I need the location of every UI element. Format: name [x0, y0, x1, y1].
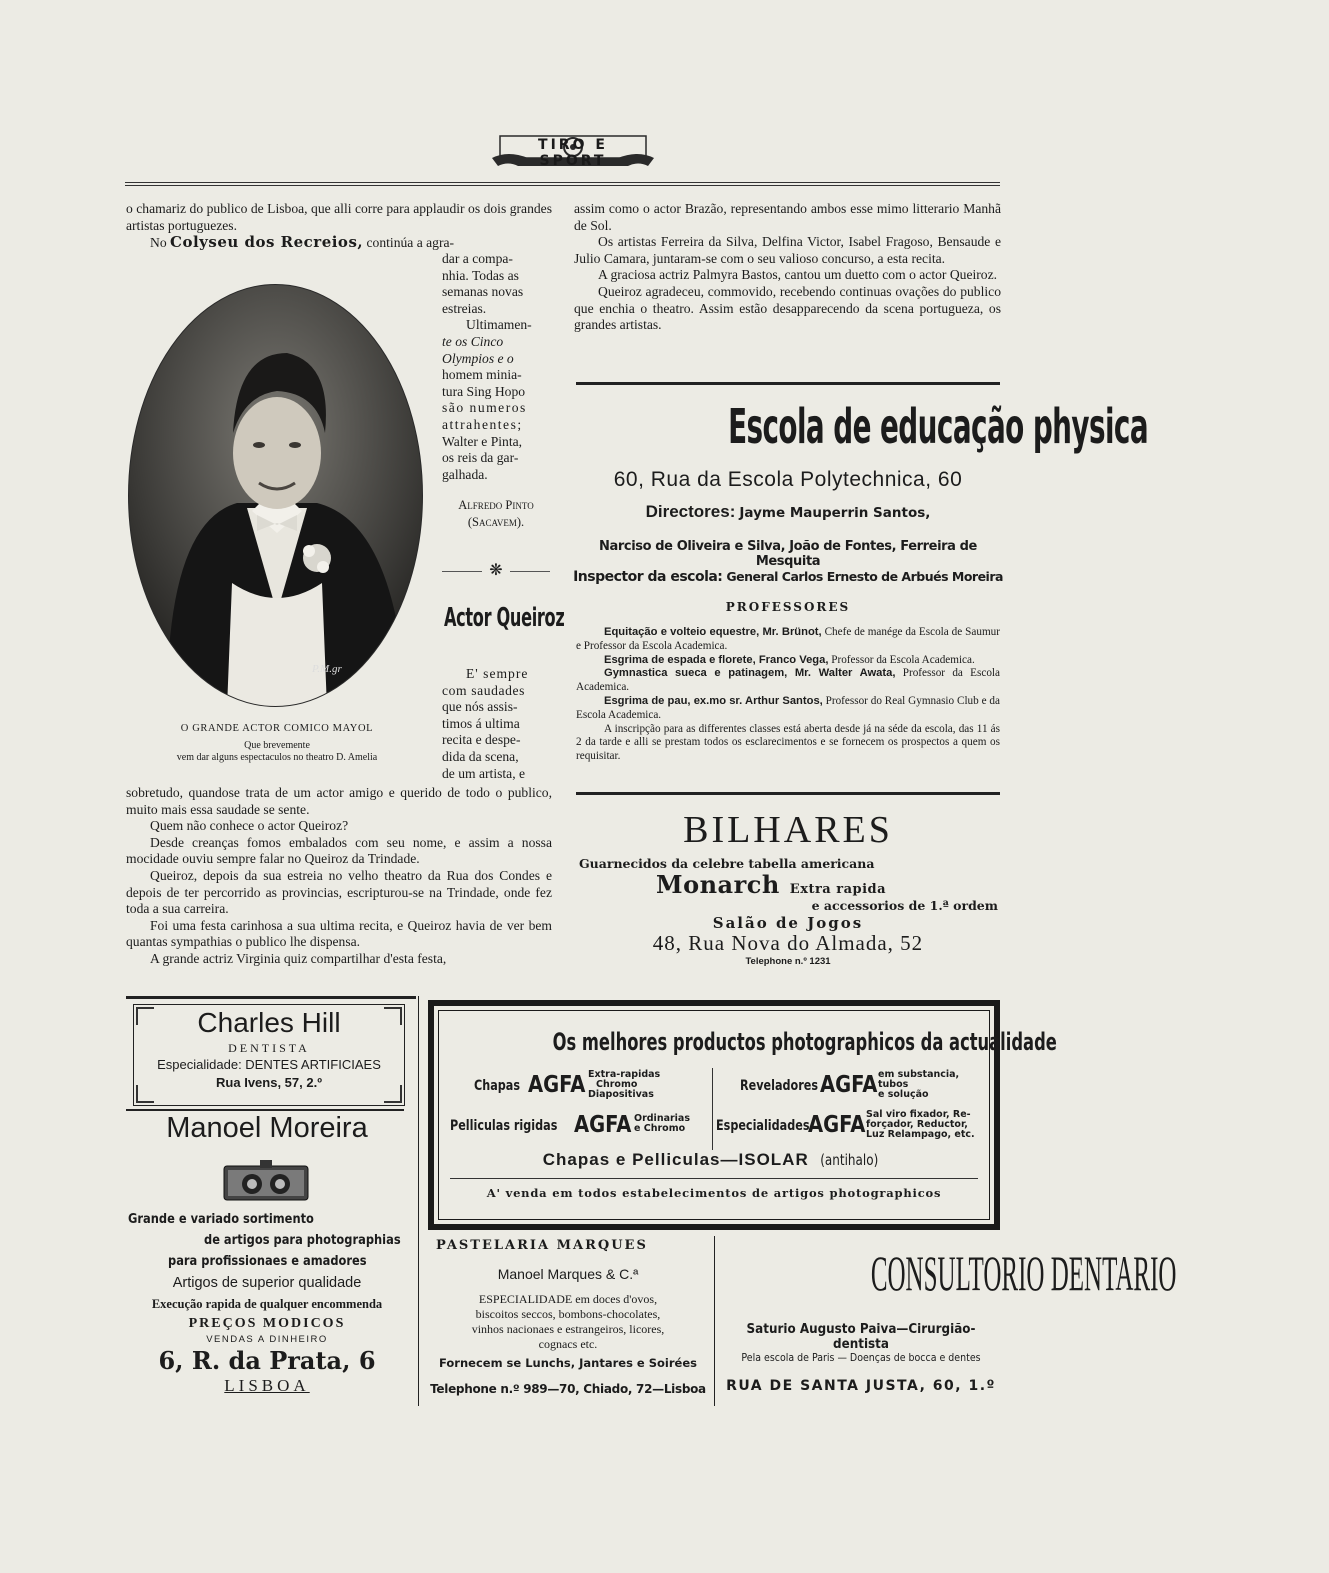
agfa-title: Os melhores productos photographicos da actualidade — [552, 1028, 1057, 1056]
escola-title: Escola de educação physica — [728, 399, 1149, 455]
consultorio-name: Saturio Augusto Paiva—Cirurgião-dentista — [746, 1322, 976, 1352]
escola-directores-2: Narciso de Oliveira e Silva, João de Fontes, Ferreira de Mesquita — [599, 539, 977, 569]
queiroz-intro: E' sempre com saudades que nós assis- timos á ultima recita e despe- dida da scena, de um artista, e — [442, 666, 529, 781]
bilhares-title: BILHARES — [683, 809, 893, 851]
agfa-logo: AGFA — [528, 1072, 586, 1098]
bilhares-line3: e accessorios de 1.ª ordem — [811, 898, 998, 913]
bilhares-salao: Salão de Jogos — [712, 914, 864, 932]
manoel-moreira-ad — [126, 1112, 408, 1402]
signature-place: (Sacavem). — [467, 514, 525, 529]
escola-professores-list: Equitação e volteio equestre, Mr. Brünot, Chefe de manége da Escola de Saumur e Professor da Escola Academica. Esgrima de espada e florete, Franco Vega, Professor da Escola Academica. Gymnastica sueca e patinagem, Mr. Walter Awata, Professor da Escola Academica. Esgrima de pau, ex.mo sr. Arthur Santos, Professor do Real Gymnasio Club e da Escola Academica. A inscripção para as differentes classes está aberta desde já na séde da escola, das 11 ás 2 da tarde e alli se prestam todos os esclarecimentos e se fornecem os prospectos a quem os requisitar. — [576, 626, 1000, 763]
escola-directores: Directores: Jayme Mauperrin Santos, — [645, 502, 931, 521]
agfa-divider — [712, 1068, 713, 1150]
agfa-especialidades-row: Especialidades AGFA Sal viro fixador, Re- forçador, Reductor, Luz Relampago, etc. — [716, 1109, 975, 1140]
agfa-divider-2 — [450, 1178, 978, 1179]
pastelaria-desc: ESPECIALIDADE em doces d'ovos, biscoitos seccos, bombons-chocolates, vinhos nacionaes e estrangeiros, licores, cognacs etc. — [471, 1292, 665, 1351]
photo-credit: P.M.gr — [312, 663, 342, 675]
bilhares-ad — [576, 800, 1000, 975]
manoel-line1: Grande e variado sortimento — [128, 1212, 314, 1227]
actor-portrait-icon — [127, 283, 424, 708]
agfa-pelliculas-row: Pelliculas rigidas AGFA Ordinarias e Chromo — [450, 1112, 690, 1138]
manoel-line2: de artigos para photographias — [204, 1233, 401, 1248]
manoel-line7: VENDAS A DINHEIRO — [206, 1334, 328, 1345]
manoel-address: 6, R. da Prata, 6 — [158, 1346, 376, 1375]
portrait-photo — [127, 283, 424, 708]
coliseu-name: Colyseu dos Recreios, — [170, 233, 364, 252]
portrait-caption: O GRANDE ACTOR COMICO MAYOL Que brevemente vem dar alguns espectaculos no theatro D. Amelia — [176, 723, 378, 763]
manoel-line4: Artigos de superior qualidade — [172, 1275, 362, 1291]
bottom-top-rule — [126, 996, 416, 999]
signature-name: Alfredo Pinto — [458, 498, 534, 513]
agfa-footer: A' venda em todos estabelecimentos de artigos photographicos — [486, 1186, 942, 1200]
bilhares-line1: Guarnecidos da celebre tabella americana — [579, 856, 875, 871]
pastelaria-footer: Telephone n.º 989—70, Chiado, 72—Lisboa — [430, 1382, 706, 1396]
agfa-logo: AGFA — [574, 1112, 632, 1138]
queiroz-body: sobretudo, quandose trata de um actor amigo e querido de todo o publico, muito mais essa saudade se sente. Quem não conhece o actor Queiroz? Desde creanças fomos embalados com seu nome, e assim a nossa mocidade ouviu sempre falar no Queiroz da Trindade. Queiroz, depois da sua estreia no velho theatro da Rua dos Condes e depois de ter percorrido as provincias, escripturou-se na Trindade, onde fez toda a sua carreira. Foi uma festa carinhosa a sua ultima recita, e Queiroz havia de ver bem quantas sympathias o publico lhe dispensa. A grande actriz Virginia quiz compartilhar d'esta festa, — [126, 785, 552, 966]
section-ornament — [442, 562, 550, 582]
charles-hill-name: Charles Hill — [197, 1007, 341, 1038]
manoel-line6: PREÇOS MODICOS — [188, 1316, 346, 1331]
agfa-logo: AGFA — [820, 1072, 878, 1098]
manoel-moreira-name: Manoel Moreira — [166, 1112, 368, 1144]
charles-hill-address: Rua Ivens, 57, 2.º — [216, 1075, 322, 1090]
pastelaria-line5: Fornecem se Lunchs, Jantares e Soirées — [439, 1356, 697, 1370]
bilhares-top-rule — [576, 792, 1000, 795]
pastelaria-owner: Manoel Marques & C.ª — [497, 1266, 639, 1282]
escola-address: 60, Rua da Escola Polytechnica, 60 — [613, 468, 963, 491]
header-rule — [125, 182, 1000, 186]
escola-ad — [573, 388, 1149, 788]
manoel-line3: para profissionaes e amadores — [168, 1254, 367, 1269]
article-title: Actor Queiroz — [444, 603, 565, 633]
agfa-ad — [428, 1000, 1057, 1230]
escola-top-rule — [576, 382, 1000, 385]
intro-paragraph: o chamariz do publico de Lisboa, que alli corre para applaudir os dois grandes artistas portuguezes. — [126, 201, 552, 233]
masthead-logo — [488, 128, 658, 170]
bilhares-monarch-row: Monarch Extra rapida — [656, 870, 887, 899]
masthead-title: TIRO E SPORT — [538, 137, 608, 169]
escola-inspector: Inspector da escola: General Carlos Ernesto de Arbués Moreira — [573, 569, 1003, 585]
escola-professores: PROFESSORES — [725, 600, 851, 614]
bottom-vertical-rule — [418, 996, 419, 1406]
agfa-chapas-row: Chapas AGFA Extra-rapidas Chromo Diapositivas — [474, 1069, 661, 1100]
charles-hill-spec: Especialidade: DENTES ARTIFICIAES — [157, 1057, 381, 1072]
consultorio-line2: Pela escola de Paris — Doenças de bocca e dentes — [741, 1352, 981, 1364]
coliseu-line: No Colyseu dos Recreios, continúa a agra- — [150, 233, 455, 252]
coliseu-continuation: dar a compa- nhia. Todas as semanas novas estreias. Ultimamen- te os Cinco Olympios e o homem minia- tura Sing Hopo são numeros attrahentes; Walter e Pinta, os reis da gar- galhada. Alfredo Pinto (Sacavem). — [442, 251, 550, 531]
left-column-intro — [126, 201, 552, 252]
pastelaria-title: PASTELARIA MARQUES — [436, 1238, 648, 1253]
agfa-reveladores-row: Reveladores AGFA em substancia, tubos e solução — [740, 1069, 960, 1100]
consultorio-address: RUA DE SANTA JUSTA, 60, 1.º — [726, 1378, 996, 1394]
consultorio-title: CONSULTORIO DENTARIO — [870, 1245, 1177, 1301]
camera-icon — [222, 1158, 310, 1204]
charles-hill-ad — [133, 1004, 405, 1106]
bilhares-telephone: Telephone n.º 1231 — [745, 956, 831, 967]
pastelaria-ad — [428, 1236, 708, 1406]
right-column-text: assim como o actor Brazão, representando ambos esse mimo litterario Manhã de Sol. Os artistas Ferreira da Silva, Delfina Victor, Isabel Fragoso, Bensaude e Julio Camara, juntaram-se com o seu valioso concurso, a esta recita. A graciosa actriz Palmyra Bastos, cantou um duetto com o actor Queiroz. Queiroz agradeceu, commovido, recebendo continuas ovações do publico que enchia o theatro. Assim estão desapparecendo da scena portugueza, os grandes artistas. — [574, 201, 1001, 333]
consultorio-ad — [718, 1236, 1177, 1406]
manoel-city: LISBOA — [224, 1376, 310, 1395]
charles-hill-role: DENTISTA — [228, 1041, 310, 1055]
asterism-icon: ❋ — [489, 562, 503, 579]
charles-hill-bottom-rule — [126, 1109, 404, 1111]
agfa-logo: AGFA — [808, 1112, 866, 1138]
pastelaria-consultorio-rule — [714, 1236, 715, 1406]
agfa-isolar: Chapas e Pelliculas—ISOLAR (antihalo) — [542, 1150, 878, 1169]
manoel-line5: Execução rapida de qualquer encommenda — [151, 1297, 383, 1311]
bilhares-address: 48, Rua Nova do Almada, 52 — [652, 931, 924, 955]
